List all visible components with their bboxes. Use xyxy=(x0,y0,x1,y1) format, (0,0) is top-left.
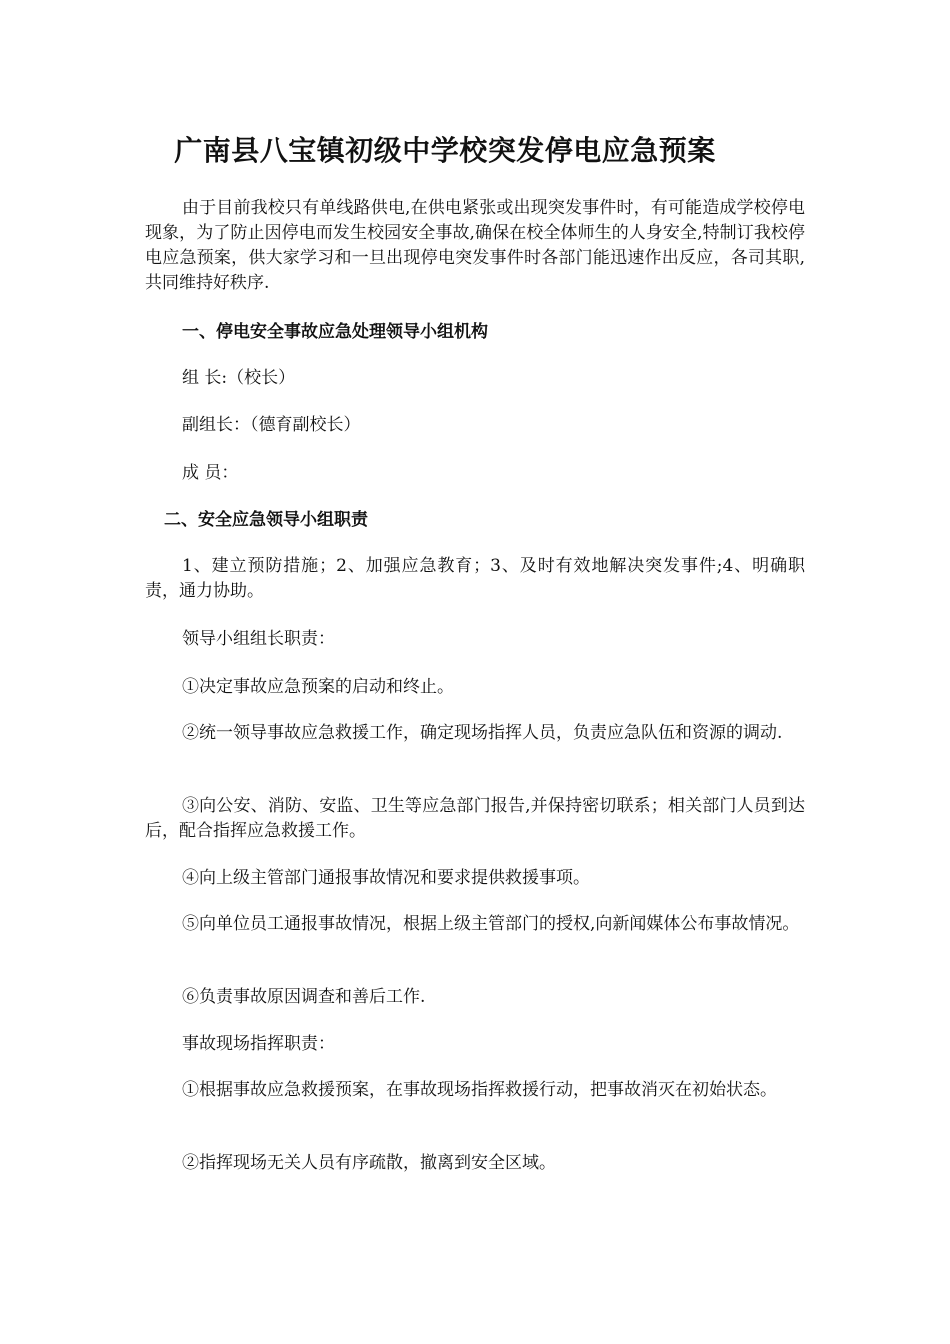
duties-paragraph: 1、建立预防措施；2、加强应急教育；3、及时有效地解决突发事件;4、明确职责，通力协助。 xyxy=(145,556,805,601)
section-1-heading: 一、停电安全事故应急处理领导小组机构 xyxy=(182,322,488,342)
leader-duty-item: ②统一领导事故应急救援工作，确定现场指挥人员，负责应急队伍和资源的调动. xyxy=(182,723,783,743)
leader-duty-item: ④向上级主管部门通报事故情况和要求提供救援事项。 xyxy=(182,868,590,888)
leader-duty-item: ③向公安、消防、安监、卫生等应急部门报告,并保持密切联系；相关部门人员到达后，配合指挥应急救援工作。 xyxy=(145,796,805,841)
leader-line: 组 长:（校长） xyxy=(182,368,296,388)
leader-duty-item: ⑤向单位员工通报事故情况，根据上级主管部门的授权,向新闻媒体公布事故情况。 xyxy=(182,914,800,934)
intro-paragraph: 由于目前我校只有单线路供电,在供电紧张或出现突发事件时，有可能造成学校停电现象，为了防止因停电而发生校园安全事故,确保在校全体师生的人身安全,特制订我校停电应急预案，供大家学习和一旦出现停电突发事件时各部门能迅速作出反应，各司其职,共同维持好秩序. xyxy=(145,198,805,293)
leader-duties-heading: 领导小组组长职责： xyxy=(182,629,335,649)
site-duty-item: ②指挥现场无关人员有序疏散，撤离到安全区域。 xyxy=(182,1153,556,1173)
leader-duty-item: ⑥负责事故原因调查和善后工作. xyxy=(182,987,426,1007)
members-line: 成 员： xyxy=(182,463,239,483)
leader-duty-item: ①决定事故应急预案的启动和终止。 xyxy=(182,677,454,697)
section-2-heading: 二、安全应急领导小组职责 xyxy=(164,510,368,530)
document-title: 广南县八宝镇初级中学校突发停电应急预案 xyxy=(174,134,716,167)
deputy-line: 副组长：（德育副校长） xyxy=(182,415,361,435)
site-duty-item: ①根据事故应急救援预案，在事故现场指挥救援行动，把事故消灭在初始状态。 xyxy=(182,1080,777,1100)
site-duties-heading: 事故现场指挥职责： xyxy=(182,1034,335,1054)
